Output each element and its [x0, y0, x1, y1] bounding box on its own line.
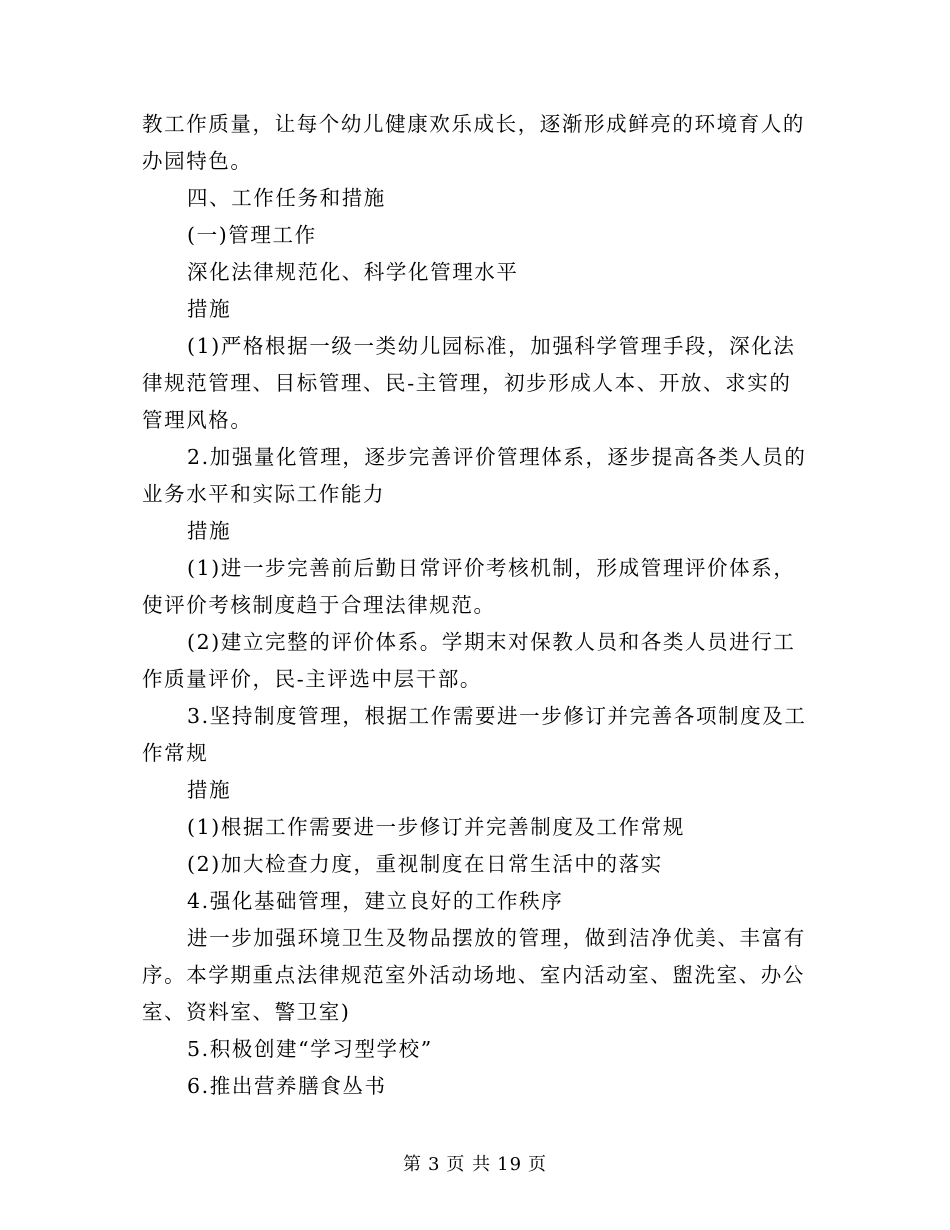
- page-number: 3: [427, 1154, 441, 1175]
- paragraph: 措施: [187, 519, 232, 543]
- total-pages: 19: [497, 1154, 523, 1175]
- paragraph: 措施: [187, 778, 232, 802]
- paragraph: 进一步加强环境卫生及物品摆放的管理，做到洁净优美、丰富有序。本学期重点法律规范室外活动场地、室内活动室、盥洗室、办公室、资料室、警卫室): [142, 926, 806, 1024]
- page-footer: [0, 1150, 950, 1176]
- footer-prefix: 第: [402, 1154, 422, 1175]
- subsection-heading: (一)管理工作: [187, 223, 317, 247]
- paragraph: 深化法律规范化、科学化管理水平: [187, 260, 519, 284]
- paragraph: (1)严格根据一级一类幼儿园标准，加强科学管理手段，深化法律规范管理、目标管理、民-主管理，初步形成人本、开放、求实的管理风格。: [142, 334, 796, 432]
- paragraph: (1)根据工作需要进一步修订并完善制度及工作常规: [187, 815, 685, 839]
- paragraph: (1)进一步完善前后勤日常评价考核机制，形成管理评价体系，使评价考核制度趋于合理法律规范。: [142, 556, 796, 617]
- document-body: [142, 106, 810, 1105]
- paragraph: 5.积极创建“学习型学校”: [187, 1037, 433, 1061]
- paragraph: (2)建立完整的评价体系。学期末对保教人员和各类人员进行工作质量评价，民-主评选中层干部。: [142, 630, 796, 691]
- paragraph: 4.强化基础管理，建立良好的工作秩序: [187, 889, 564, 913]
- paragraph: 教工作质量，让每个幼儿健康欢乐成长，逐渐形成鲜亮的环境育人的办园特色。: [142, 112, 805, 173]
- paragraph: (2)加大检查力度，重视制度在日常生活中的落实: [187, 852, 663, 876]
- paragraph: 2.加强量化管理，逐步完善评价管理体系，逐步提高各类人员的业务水平和实际工作能力: [142, 445, 807, 506]
- footer-mid: 页 共: [446, 1154, 492, 1175]
- footer-suffix: 页: [528, 1154, 548, 1175]
- paragraph: 措施: [187, 297, 232, 321]
- paragraph: 3.坚持制度管理，根据工作需要进一步修订并完善各项制度及工作常规: [142, 704, 807, 765]
- paragraph: 6.推出营养膳食丛书: [187, 1074, 387, 1098]
- section-heading: 四、工作任务和措施: [187, 186, 386, 210]
